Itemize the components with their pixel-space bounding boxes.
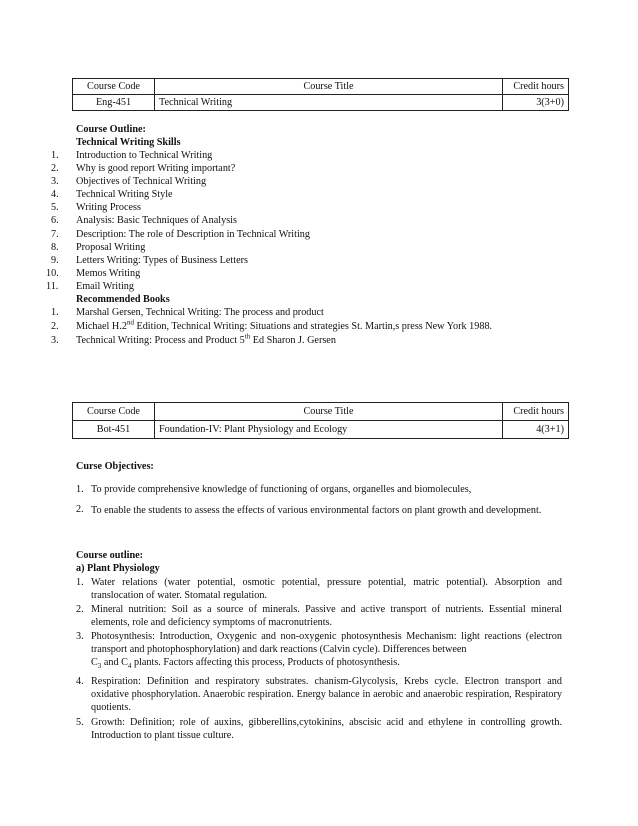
book-text: Technical Writing: Process and Product 5 — [76, 335, 245, 346]
point-text: and C — [101, 657, 128, 668]
header-credit-hours: Credit hours — [503, 403, 569, 421]
list-number: 8. — [51, 242, 59, 253]
list-number: 7. — [51, 229, 59, 240]
table-header-row — [73, 403, 569, 421]
list-item: Analysis: Basic Techniques of Analysis — [76, 215, 237, 226]
cell-course-title: Foundation-IV: Plant Physiology and Ecology — [155, 421, 503, 439]
list-number: 6. — [51, 215, 59, 226]
list-item: Memos Writing — [76, 268, 141, 279]
list-number: 5. — [51, 202, 59, 213]
list-item: Description: The role of Description in Technical Writing — [76, 229, 310, 240]
header-course-code: Course Code — [73, 79, 155, 95]
point-text: Photosynthesis: Introduction, Oxygenic and non-oxygenic photosynthesis Mechanism: light reactions (electron transport and photophosphorylation) and dark reactions (Calvin cycle). Differences between — [91, 631, 562, 655]
list-number: 2. — [51, 321, 59, 332]
header-course-title: Course Title — [155, 403, 503, 421]
course-table-eng451 — [72, 78, 569, 111]
header-course-title: Course Title — [155, 79, 503, 95]
list-item: Why is good report Writing important? — [76, 163, 236, 174]
list-number: 11. — [46, 281, 59, 292]
book-text: Ed Sharon J. Gersen — [250, 335, 336, 346]
header-course-code: Course Code — [73, 403, 155, 421]
point-number: 3. — [76, 631, 84, 642]
list-number: 1. — [51, 307, 59, 318]
outline-point: Growth: Definition; role of auxins, gibberellins,cytokinins, abscisic acid and ethylene in controlling growth. Introduction to plant tissue culture. — [91, 717, 562, 741]
point-number: 1. — [76, 577, 84, 588]
outline-point: Respiration: Definition and respiratory substrates. chanism-Glycolysis, Krebs cycle. Electron transport and oxidative phosphorylation. Anaerobic respiration. Energy balance in aerobic and anaerobic respiration, Respiratory quotients. — [91, 676, 562, 713]
book-text: Michael H.2 — [76, 321, 127, 332]
cell-credit-hours: 3(3+0) — [503, 95, 569, 111]
list-item: Letters Writing: Types of Business Letters — [76, 255, 248, 266]
superscript: th — [244, 332, 251, 341]
table-header-row — [73, 79, 569, 95]
list-item — [76, 320, 492, 333]
outline-point — [91, 630, 562, 669]
list-item: Technical Writing Style — [76, 189, 173, 200]
outline-point: Mineral nutrition: Soil as a source of minerals. Passive and active transport of nutrients. Essential mineral elements, role and deficiency symptoms of macronutrients. — [91, 604, 562, 628]
subscript: 4 — [127, 662, 132, 671]
list-item: Email Writing — [76, 281, 134, 292]
cell-course-code: Bot-451 — [73, 421, 155, 439]
list-item: Proposal Writing — [76, 242, 146, 253]
course-outline-heading-2: Course outline: — [76, 550, 144, 561]
cell-credit-hours: 4(3+1) — [503, 421, 569, 439]
subscript: 3 — [97, 662, 102, 671]
point-number: 2. — [76, 604, 84, 615]
skills-heading: Technical Writing Skills — [76, 137, 181, 148]
list-number: 9. — [51, 255, 59, 266]
point-number: 4. — [76, 676, 84, 687]
list-item — [76, 334, 336, 347]
list-number: 10. — [46, 268, 59, 279]
objective-item: To provide comprehensive knowledge of functioning of organs, organelles and biomolecules, — [91, 484, 472, 495]
objective-item: To enable the students to assess the effects of various environmental factors on plant growth and development. — [91, 505, 542, 516]
table-row — [73, 421, 569, 439]
list-item: Objectives of Technical Writing — [76, 176, 207, 187]
course-outline-heading: Course Outline: — [76, 124, 146, 135]
point-text: C — [91, 657, 98, 668]
cell-course-title: Technical Writing — [155, 95, 503, 111]
list-number: 3. — [51, 335, 59, 346]
recommended-books-heading: Recommended Books — [76, 294, 170, 305]
superscript: nd — [126, 318, 134, 327]
point-number: 5. — [76, 717, 84, 728]
objectives-heading: Curse Objectives: — [76, 461, 154, 472]
list-item: Writing Process — [76, 202, 141, 213]
book-text: Edition, Technical Writing: Situations and strategies St. Martin,s press New York 1988. — [133, 321, 493, 332]
objective-number: 2. — [76, 504, 84, 515]
cell-course-code: Eng-451 — [73, 95, 155, 111]
list-item: Marshal Gersen, Technical Writing: The process and product — [76, 307, 324, 318]
table-row — [73, 95, 569, 111]
objective-number: 1. — [76, 484, 84, 495]
point-text: plants. Factors affecting this process, Products of photosynthesis. — [131, 657, 400, 668]
list-number: 2. — [51, 163, 59, 174]
outline-point: Water relations (water potential, osmotic potential, pressure potential, matric potential). Absorption and translocation of water. Stomatal regulation. — [91, 577, 562, 601]
plant-physiology-heading: a) Plant Physiology — [76, 563, 160, 574]
list-number: 3. — [51, 176, 59, 187]
list-number: 4. — [51, 189, 59, 200]
list-item: Introduction to Technical Writing — [76, 150, 213, 161]
header-credit-hours: Credit hours — [503, 79, 569, 95]
course-table-bot451 — [72, 402, 569, 439]
list-number: 1. — [51, 150, 59, 161]
